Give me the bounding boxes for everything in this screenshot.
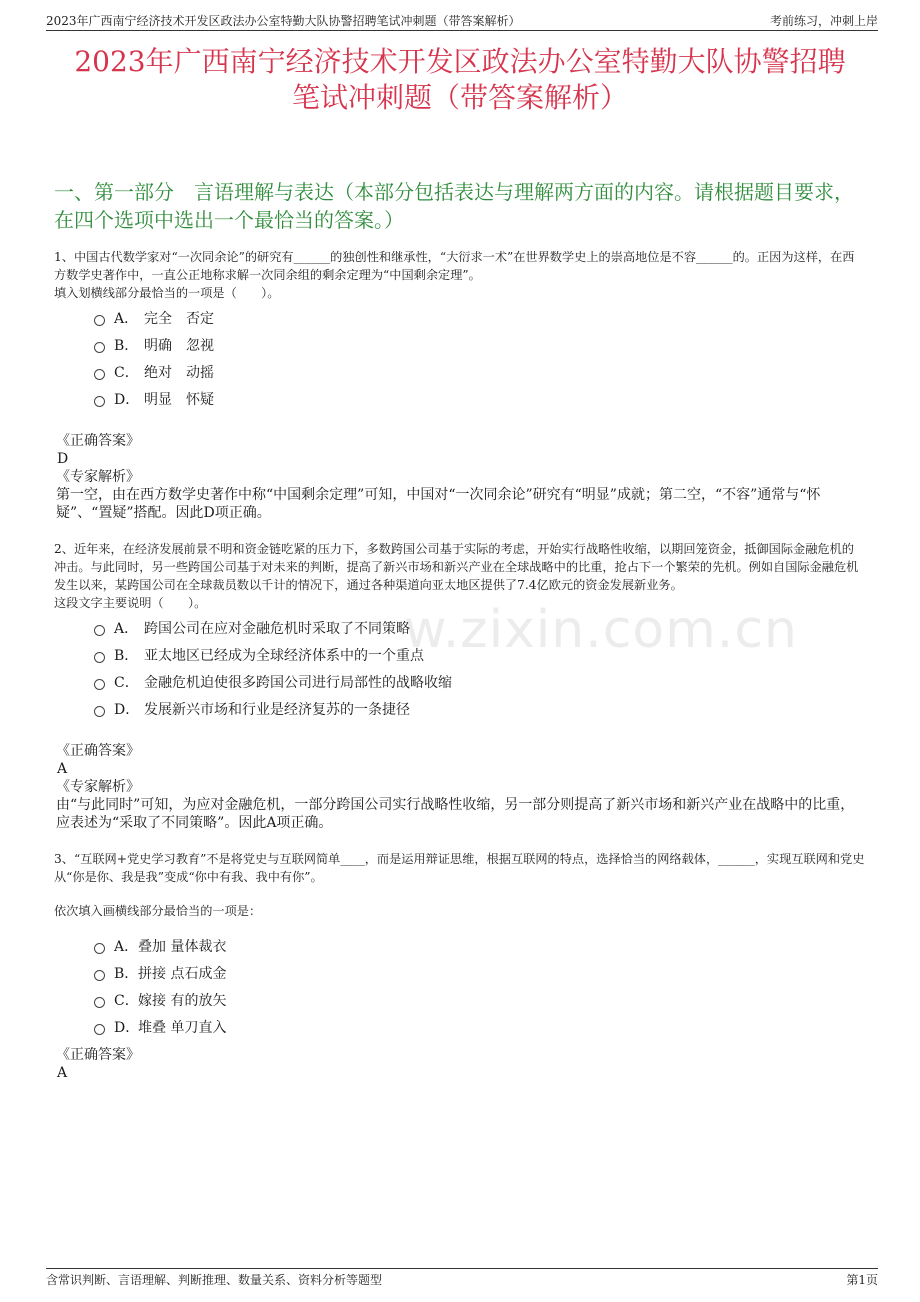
option-text: 拼接 点石成金	[138, 966, 227, 982]
page-footer	[46, 1268, 878, 1287]
option-label: B．	[114, 966, 139, 982]
page-title	[40, 44, 880, 116]
section-heading: 一、第一部分 言语理解与表达（本部分包括表达与理解两方面的内容。请根据题目要求，在四个选项中选出一个最恰当的答案。）	[54, 180, 854, 232]
option-text: 发展新兴市场和行业是经济复苏的一条捷径	[144, 702, 410, 718]
radio-icon[interactable]	[94, 943, 105, 954]
question-1-stem: 1、中国古代数学家对“一次同余论”的研究有______的独创性和继承性，“大衍求一术”在世界数学史上的崇高地位是不容______的。正因为这样，在西方数学史著作中，一直公正地称求解一次同余组的剩余定理为“中国剩余定理”。	[54, 250, 855, 282]
option-text: 明确 忽视	[144, 338, 214, 354]
answer-label: 《正确答案》	[56, 743, 140, 759]
question-2-prompt: 这段文字主要说明（ ）。	[54, 596, 207, 610]
page-number: 第1页	[846, 1273, 878, 1287]
answer-label: 《正确答案》	[56, 433, 140, 449]
option-text: 跨国公司在应对金融危机时采取了不同策略	[144, 621, 410, 637]
question-1-prompt: 填入划横线部分最恰当的一项是（ ）。	[54, 286, 280, 300]
option-label: C．	[114, 993, 139, 1009]
answer-value: A	[57, 761, 68, 777]
answer-label: 《正确答案》	[56, 1047, 140, 1063]
header-slogan: 考前练习，冲刺上岸	[769, 14, 878, 28]
question-3-prompt: 依次填入画横线部分最恰当的一项是：	[54, 904, 262, 918]
radio-icon[interactable]	[94, 652, 105, 663]
option-label: B．	[114, 338, 139, 354]
option-label: D．	[114, 702, 140, 718]
radio-icon[interactable]	[94, 970, 105, 981]
page-title-line-2: 笔试冲刺题（带答案解析）	[291, 81, 628, 114]
radio-icon[interactable]	[94, 706, 105, 717]
footer-question-types: 含常识判断、言语理解、判断推理、数量关系、资料分析等题型	[46, 1273, 383, 1287]
radio-icon[interactable]	[94, 342, 105, 353]
question-1-answer-block	[56, 432, 864, 522]
answer-value: D	[57, 451, 69, 467]
question-2-answer-block	[56, 742, 864, 832]
option-label: D．	[114, 1020, 140, 1036]
option-text: 绝对 动摇	[144, 365, 214, 381]
option-text: 亚太地区已经成为全球经济体系中的一个重点	[144, 648, 424, 664]
question-2-stem: 2、近年来，在经济发展前景不明和资金链吃紧的压力下，多数跨国公司基于实际的考虑，开始实行战略性收缩，以期回笼资金，抵御国际金融危机的冲击。与此同时，另一些跨国公司基于对未来的判断，提高了新兴市场和新兴产业在全球战略中的比重，抢占下一个繁荣的先机。例如自国际金融危机发生以来，某跨国公司在全球裁员数以千计的情况下，通过各种渠道向亚太地区提供了7.4亿欧元的资金发展新业务。	[54, 542, 859, 592]
radio-icon[interactable]	[94, 396, 105, 407]
analysis-label: 《专家解析》	[56, 779, 140, 795]
question-1	[54, 248, 866, 302]
radio-icon[interactable]	[94, 997, 105, 1008]
option-label: C．	[114, 675, 139, 691]
question-3-answer-block	[56, 1046, 864, 1082]
option-label: C．	[114, 365, 139, 381]
analysis-text: 由“与此同时”可知，为应对金融危机，一部分跨国公司实行战略性收缩，另一部分则提高了新兴市场和新兴产业在战略中的比重，应表述为“采取了不同策略”。因此A项正确。	[56, 797, 855, 831]
option-text: 明显 怀疑	[144, 392, 214, 408]
option-text: 金融危机迫使很多跨国公司进行局部性的战略收缩	[144, 675, 452, 691]
page-header	[46, 12, 878, 31]
page-title-line-1: 2023年广西南宁经济技术开发区政法办公室特勤大队协警招聘	[74, 45, 846, 78]
option-text: 叠加 量体裁衣	[138, 939, 227, 955]
answer-value: A	[57, 1065, 68, 1081]
option-text: 堆叠 单刀直入	[138, 1020, 227, 1036]
question-2	[54, 540, 866, 612]
watermark: w.zixin.com.cn	[404, 600, 798, 660]
radio-icon[interactable]	[94, 679, 105, 690]
option-label: A．	[114, 621, 139, 637]
option-text: 完全 否定	[144, 311, 214, 327]
question-3-stem: 3、“互联网+党史学习教育”不是将党史与互联网简单____，而是运用辩证思维，根据互联网的特点，选择恰当的网络载体，______，实现互联网和党史从“你是你、我是我”变成“你中有我、我中有你”。	[54, 852, 865, 884]
radio-icon[interactable]	[94, 369, 105, 380]
analysis-text: 第一空，由在西方数学史著作中称“中国剩余定理”可知，中国对“一次同余论”研究有“明显”成就；第二空，“不容”通常与“怀疑”、“置疑”搭配。因此D项正确。	[56, 487, 821, 521]
radio-icon[interactable]	[94, 315, 105, 326]
option-label: A．	[114, 311, 139, 327]
header-document-title: 2023年广西南宁经济技术开发区政法办公室特勤大队协警招聘笔试冲刺题（带答案解析）	[46, 14, 521, 28]
radio-icon[interactable]	[94, 1024, 105, 1035]
analysis-label: 《专家解析》	[56, 469, 140, 485]
option-text: 嫁接 有的放矢	[138, 993, 227, 1009]
option-label: B．	[114, 648, 139, 664]
question-3	[54, 850, 866, 920]
option-label: D．	[114, 392, 140, 408]
radio-icon[interactable]	[94, 625, 105, 636]
option-label: A．	[114, 939, 139, 955]
